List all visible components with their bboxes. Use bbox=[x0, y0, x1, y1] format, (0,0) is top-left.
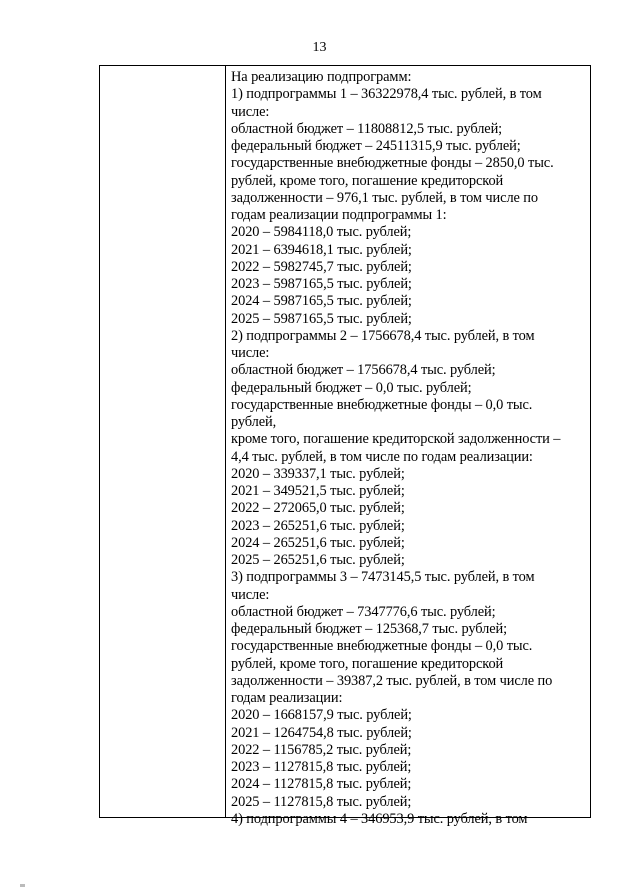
table-right-cell bbox=[231, 69, 588, 828]
page-number: 13 bbox=[312, 40, 327, 55]
text-line: областной бюджет – 11808812,5 тыс. рублей; bbox=[231, 120, 503, 137]
text-line: 2025 – 1127815,8 тыс. рублей; bbox=[231, 793, 412, 810]
text-line: задолженности – 39387,2 тыс. рублей, в том числе по bbox=[231, 672, 553, 689]
text-line: годам реализации подпрограммы 1: bbox=[231, 207, 447, 223]
text-line: 2024 – 5987165,5 тыс. рублей; bbox=[231, 293, 412, 310]
text-line: 2021 – 6394618,1 тыс. рублей; bbox=[231, 241, 412, 258]
text-line: 4,4 тыс. рублей, в том числе по годам реализации: bbox=[231, 448, 533, 465]
text-line: федеральный бюджет – 24511315,9 тыс. рублей; bbox=[231, 138, 521, 154]
text-line: 3) подпрограммы 3 – 7473145,5 тыс. рублей, в том bbox=[231, 569, 535, 586]
scan-mark bbox=[20, 884, 25, 887]
text-line: годам реализации: bbox=[231, 690, 343, 706]
table-left-cell bbox=[100, 66, 225, 817]
text-line: государственные внебюджетные фонды – 0,0 тыс. bbox=[231, 638, 533, 655]
text-line: 2) подпрограммы 2 – 1756678,4 тыс. рублей, в том bbox=[231, 327, 535, 344]
text-line: 2025 – 5987165,5 тыс. рублей; bbox=[231, 310, 412, 327]
text-line: 2024 – 265251,6 тыс. рублей; bbox=[231, 534, 405, 551]
text-line: 2020 – 1668157,9 тыс. рублей; bbox=[231, 707, 412, 724]
text-line: 2022 – 5982745,7 тыс. рублей; bbox=[231, 258, 412, 275]
text-line: числе: bbox=[231, 586, 270, 603]
text-line: 2023 – 265251,6 тыс. рублей; bbox=[231, 517, 405, 534]
text-line: государственные внебюджетные фонды – 0,0 тыс. bbox=[231, 396, 533, 413]
column-divider bbox=[225, 66, 226, 817]
text-line: федеральный бюджет – 125368,7 тыс. рублей; bbox=[231, 621, 507, 637]
text-line: 2022 – 1156785,2 тыс. рублей; bbox=[231, 741, 412, 758]
text-line: 2025 – 265251,6 тыс. рублей; bbox=[231, 552, 405, 568]
text-line: 2021 – 349521,5 тыс. рублей; bbox=[231, 483, 405, 499]
text-line: государственные внебюджетные фонды – 2850,0 тыс. bbox=[231, 155, 554, 172]
text-line: числе: bbox=[231, 345, 270, 361]
text-line: 2021 – 1264754,8 тыс. рублей; bbox=[231, 724, 412, 741]
budget-table bbox=[99, 65, 591, 827]
text-line: 2024 – 1127815,8 тыс. рублей; bbox=[231, 776, 412, 793]
text-line: областной бюджет – 1756678,4 тыс. рублей; bbox=[231, 362, 496, 379]
text-line: кроме того, погашение кредиторской задолженности – bbox=[231, 431, 561, 448]
text-line: 2022 – 272065,0 тыс. рублей; bbox=[231, 500, 405, 517]
text-line: областной бюджет – 7347776,6 тыс. рублей; bbox=[231, 603, 496, 620]
text-line: 1) подпрограммы 1 – 36322978,4 тыс. рублей, в том bbox=[231, 86, 542, 103]
text-line: На реализацию подпрограмм: bbox=[231, 69, 412, 85]
text-line: 2020 – 5984118,0 тыс. рублей; bbox=[231, 224, 412, 241]
text-line: рублей, кроме того, погашение кредиторской bbox=[231, 172, 504, 189]
text-line: 4) подпрограммы 4 – 346953,9 тыс. рублей, в том bbox=[231, 810, 528, 827]
text-line: 2023 – 5987165,5 тыс. рублей; bbox=[231, 276, 412, 292]
text-line: рублей, кроме того, погашение кредиторской bbox=[231, 655, 504, 672]
text-line: 2020 – 339337,1 тыс. рублей; bbox=[231, 465, 405, 482]
text-line: рублей, bbox=[231, 414, 277, 430]
text-line: числе: bbox=[231, 103, 270, 120]
text-line: 2023 – 1127815,8 тыс. рублей; bbox=[231, 759, 412, 775]
text-line: задолженности – 976,1 тыс. рублей, в том числе по bbox=[231, 189, 539, 206]
text-line: федеральный бюджет – 0,0 тыс. рублей; bbox=[231, 379, 472, 396]
